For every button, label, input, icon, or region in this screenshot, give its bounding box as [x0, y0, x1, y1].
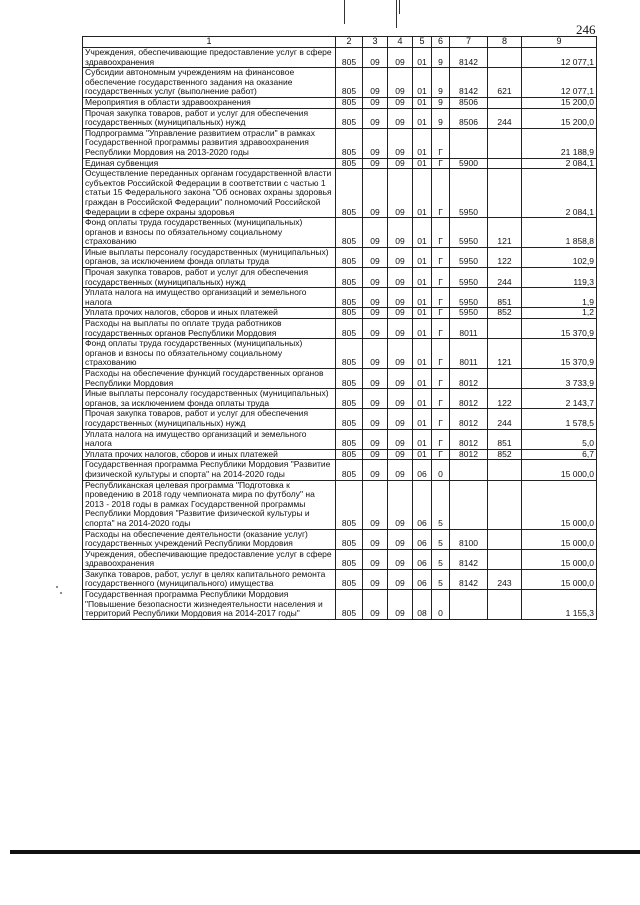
row-code-cell: 09 — [388, 369, 413, 389]
row-amount-cell: 6,7 — [522, 449, 597, 460]
row-name-cell: Прочая закупка товаров, работ и услуг для обеспечения государственных (муниципальных) нужд — [83, 108, 336, 128]
row-code-cell: 01 — [413, 409, 432, 429]
row-code-cell: 8012 — [450, 449, 488, 460]
row-code-cell: 805 — [336, 268, 363, 288]
column-header: 5 — [413, 37, 432, 48]
row-code-cell: 09 — [363, 68, 388, 98]
table-row — [83, 449, 597, 460]
row-code-cell: 01 — [413, 158, 432, 169]
row-name-cell: Уплата налога на имущество организаций и земельного налога — [83, 429, 336, 449]
row-amount-cell: 1 155,3 — [522, 590, 597, 620]
row-code-cell: 8012 — [450, 429, 488, 449]
row-code-cell: 09 — [388, 68, 413, 98]
row-code-cell: 5950 — [450, 247, 488, 267]
row-code-cell: 5 — [432, 569, 450, 589]
row-amount-cell: 1 858,8 — [522, 218, 597, 248]
row-code-cell: 01 — [413, 288, 432, 308]
table-row — [83, 389, 597, 409]
row-code-cell: 09 — [363, 158, 388, 169]
row-code-cell: 805 — [336, 549, 363, 569]
row-code-cell: 09 — [388, 169, 413, 218]
table-row — [83, 158, 597, 169]
row-code-cell — [450, 460, 488, 480]
row-code-cell: 09 — [388, 308, 413, 319]
row-code-cell: 8142 — [450, 68, 488, 98]
row-code-cell: 805 — [336, 339, 363, 369]
row-code-cell: 805 — [336, 429, 363, 449]
row-code-cell: 09 — [388, 218, 413, 248]
row-code-cell: 805 — [336, 389, 363, 409]
row-code-cell: 01 — [413, 97, 432, 108]
row-code-cell: 01 — [413, 449, 432, 460]
row-code-cell: 805 — [336, 529, 363, 549]
row-code-cell: 09 — [363, 339, 388, 369]
row-code-cell: Г — [432, 369, 450, 389]
binding-mark — [399, 0, 400, 14]
row-code-cell — [488, 48, 522, 68]
row-code-cell: 09 — [363, 128, 388, 158]
row-code-cell: 805 — [336, 247, 363, 267]
row-code-cell: 8012 — [450, 389, 488, 409]
row-code-cell: 5 — [432, 529, 450, 549]
row-code-cell: 805 — [336, 288, 363, 308]
row-name-cell: Учреждения, обеспечивающие предоставление услуг в сфере здравоохранения — [83, 549, 336, 569]
row-code-cell: 09 — [388, 480, 413, 529]
page-bottom-rule — [10, 850, 640, 854]
row-code-cell: 09 — [363, 369, 388, 389]
row-amount-cell: 3 733,9 — [522, 369, 597, 389]
row-name-cell: Фонд оплаты труда государственных (муниципальных) органов и взносы по обязательному социальному страхованию — [83, 218, 336, 248]
row-code-cell — [488, 549, 522, 569]
row-code-cell: 805 — [336, 128, 363, 158]
row-amount-cell: 15 200,0 — [522, 108, 597, 128]
row-code-cell: 09 — [363, 218, 388, 248]
row-code-cell: 09 — [363, 389, 388, 409]
row-code-cell: 5950 — [450, 308, 488, 319]
row-code-cell: 01 — [413, 218, 432, 248]
row-amount-cell: 1,2 — [522, 308, 597, 319]
row-code-cell: 01 — [413, 128, 432, 158]
row-code-cell: 9 — [432, 97, 450, 108]
row-name-cell: Субсидии автономным учреждениям на финансовое обеспечение государственного задания на оказание государственных услуг (выполнение работ) — [83, 68, 336, 98]
row-code-cell: 805 — [336, 308, 363, 319]
row-code-cell: 06 — [413, 460, 432, 480]
row-amount-cell: 119,3 — [522, 268, 597, 288]
row-code-cell: Г — [432, 158, 450, 169]
row-code-cell: 121 — [488, 339, 522, 369]
column-header: 9 — [522, 37, 597, 48]
row-code-cell: 09 — [363, 460, 388, 480]
row-amount-cell: 102,9 — [522, 247, 597, 267]
row-code-cell: 01 — [413, 108, 432, 128]
row-code-cell: 08 — [413, 590, 432, 620]
table-row — [83, 218, 597, 248]
row-code-cell: 852 — [488, 449, 522, 460]
row-code-cell: 09 — [363, 429, 388, 449]
row-code-cell: 805 — [336, 158, 363, 169]
row-code-cell: 09 — [363, 590, 388, 620]
row-code-cell: 5950 — [450, 218, 488, 248]
table-header-row — [83, 37, 597, 48]
row-code-cell: 09 — [388, 460, 413, 480]
row-code-cell: 09 — [363, 480, 388, 529]
row-code-cell: 8012 — [450, 369, 488, 389]
row-code-cell: 09 — [363, 288, 388, 308]
row-amount-cell: 15 200,0 — [522, 97, 597, 108]
row-code-cell — [488, 369, 522, 389]
row-code-cell — [488, 460, 522, 480]
row-code-cell — [450, 480, 488, 529]
row-code-cell: 805 — [336, 68, 363, 98]
row-code-cell: 01 — [413, 369, 432, 389]
row-code-cell: 09 — [363, 97, 388, 108]
row-code-cell — [488, 480, 522, 529]
row-code-cell: 8012 — [450, 409, 488, 429]
row-code-cell — [488, 128, 522, 158]
row-code-cell: 5950 — [450, 268, 488, 288]
row-code-cell: 09 — [388, 449, 413, 460]
row-code-cell: 06 — [413, 549, 432, 569]
row-code-cell: Г — [432, 429, 450, 449]
row-amount-cell: 15 000,0 — [522, 529, 597, 549]
row-code-cell: 8011 — [450, 319, 488, 339]
row-code-cell: 243 — [488, 569, 522, 589]
row-code-cell: 09 — [388, 339, 413, 369]
row-code-cell: 09 — [363, 319, 388, 339]
row-code-cell: 9 — [432, 68, 450, 98]
row-code-cell: 09 — [363, 169, 388, 218]
row-amount-cell: 12 077,1 — [522, 48, 597, 68]
row-name-cell: Мероприятия в области здравоохранения — [83, 97, 336, 108]
row-amount-cell: 1 578,5 — [522, 409, 597, 429]
row-code-cell: 09 — [388, 319, 413, 339]
row-name-cell: Фонд оплаты труда государственных (муниципальных) органов и взносы по обязательному социальному страхованию — [83, 339, 336, 369]
row-name-cell: Государственная программа Республики Мордовия "Повышение безопасности жизнедеятельности населения и территорий Республики Мордовия на 2014-2017 годы" — [83, 590, 336, 620]
row-amount-cell: 1,9 — [522, 288, 597, 308]
row-code-cell: 09 — [388, 549, 413, 569]
table-row — [83, 409, 597, 429]
row-code-cell: 09 — [363, 529, 388, 549]
row-code-cell: 805 — [336, 569, 363, 589]
row-amount-cell: 21 188,9 — [522, 128, 597, 158]
row-name-cell: Закупка товаров, работ, услуг в целях капитального ремонта государственного (муниципального) имущества — [83, 569, 336, 589]
row-name-cell: Уплата прочих налогов, сборов и иных платежей — [83, 449, 336, 460]
row-code-cell: 8506 — [450, 97, 488, 108]
row-code-cell: 805 — [336, 590, 363, 620]
row-code-cell: 805 — [336, 218, 363, 248]
row-code-cell: 9 — [432, 108, 450, 128]
row-name-cell: Прочая закупка товаров, работ и услуг для обеспечения государственных (муниципальных) нужд — [83, 409, 336, 429]
row-code-cell: 01 — [413, 268, 432, 288]
row-amount-cell: 2 143,7 — [522, 389, 597, 409]
row-amount-cell: 5,0 — [522, 429, 597, 449]
table-row — [83, 288, 597, 308]
row-code-cell: 09 — [363, 449, 388, 460]
row-code-cell: 805 — [336, 460, 363, 480]
row-code-cell: 5900 — [450, 158, 488, 169]
row-code-cell: 805 — [336, 319, 363, 339]
row-code-cell: 06 — [413, 529, 432, 549]
row-code-cell: 5950 — [450, 169, 488, 218]
row-code-cell: 01 — [413, 389, 432, 409]
row-code-cell: 09 — [388, 48, 413, 68]
row-code-cell: 09 — [363, 549, 388, 569]
table-row — [83, 480, 597, 529]
table-row — [83, 247, 597, 267]
row-code-cell: 09 — [388, 97, 413, 108]
row-code-cell: 851 — [488, 429, 522, 449]
column-header: 2 — [336, 37, 363, 48]
row-code-cell: 01 — [413, 429, 432, 449]
row-code-cell: Г — [432, 409, 450, 429]
row-code-cell: 851 — [488, 288, 522, 308]
row-code-cell — [488, 529, 522, 549]
row-name-cell: Иные выплаты персоналу государственных (муниципальных) органов, за исключением фонда оплаты труда — [83, 247, 336, 267]
table-row — [83, 169, 597, 218]
row-code-cell: 805 — [336, 108, 363, 128]
row-code-cell: 9 — [432, 48, 450, 68]
table-row — [83, 429, 597, 449]
row-code-cell: 244 — [488, 108, 522, 128]
row-code-cell: 06 — [413, 569, 432, 589]
row-code-cell: 09 — [363, 308, 388, 319]
row-code-cell: 0 — [432, 590, 450, 620]
row-code-cell: 09 — [388, 389, 413, 409]
row-name-cell: Прочая закупка товаров, работ и услуг для обеспечения государственных (муниципальных) нужд — [83, 268, 336, 288]
row-code-cell — [488, 590, 522, 620]
row-code-cell: 805 — [336, 169, 363, 218]
row-code-cell: Г — [432, 288, 450, 308]
row-name-cell: Осуществление переданных органам государственной власти субъектов Российской Федерации в соответствии с частью 1 статьи 15 Федерального закона "Об основах охраны здоровья граждан в Российской Федерации" полномочий Российской Федерации в сфере охраны здоровья — [83, 169, 336, 218]
row-code-cell: 122 — [488, 247, 522, 267]
row-code-cell: Г — [432, 449, 450, 460]
row-code-cell: 01 — [413, 68, 432, 98]
table-row — [83, 569, 597, 589]
row-code-cell: 01 — [413, 308, 432, 319]
table-row — [83, 529, 597, 549]
table-row — [83, 339, 597, 369]
row-code-cell: 5 — [432, 549, 450, 569]
table-row — [83, 460, 597, 480]
row-code-cell: 09 — [388, 128, 413, 158]
table-row — [83, 268, 597, 288]
row-code-cell: 09 — [388, 288, 413, 308]
row-code-cell: 8142 — [450, 48, 488, 68]
table-row — [83, 97, 597, 108]
row-amount-cell: 15 000,0 — [522, 460, 597, 480]
row-code-cell: 8506 — [450, 108, 488, 128]
row-code-cell: 09 — [388, 409, 413, 429]
row-code-cell: 0 — [432, 460, 450, 480]
table-row — [83, 128, 597, 158]
table-row — [83, 549, 597, 569]
row-name-cell: Единая субвенция — [83, 158, 336, 169]
row-code-cell: 244 — [488, 268, 522, 288]
row-code-cell: 805 — [336, 97, 363, 108]
row-name-cell: Уплата налога на имущество организаций и земельного налога — [83, 288, 336, 308]
table-row — [83, 319, 597, 339]
table-row — [83, 68, 597, 98]
row-code-cell: 09 — [363, 569, 388, 589]
row-code-cell: 5950 — [450, 288, 488, 308]
row-amount-cell: 15 000,0 — [522, 480, 597, 529]
row-code-cell: Г — [432, 218, 450, 248]
row-code-cell: Г — [432, 319, 450, 339]
row-code-cell: 121 — [488, 218, 522, 248]
row-code-cell — [488, 97, 522, 108]
row-code-cell: 8100 — [450, 529, 488, 549]
row-code-cell: Г — [432, 128, 450, 158]
row-code-cell: 09 — [363, 247, 388, 267]
row-code-cell: 805 — [336, 449, 363, 460]
row-name-cell: Государственная программа Республики Мордовия "Развитие физической культуры и спорта" на 2014-2020 годы — [83, 460, 336, 480]
row-code-cell: 09 — [363, 409, 388, 429]
row-code-cell: 01 — [413, 247, 432, 267]
column-header: 8 — [488, 37, 522, 48]
table-row — [83, 369, 597, 389]
row-name-cell: Уплата прочих налогов, сборов и иных платежей — [83, 308, 336, 319]
row-code-cell: Г — [432, 247, 450, 267]
column-header: 1 — [83, 37, 336, 48]
row-code-cell: 805 — [336, 480, 363, 529]
table-row — [83, 48, 597, 68]
binding-mark — [344, 0, 345, 24]
row-code-cell — [488, 169, 522, 218]
row-name-cell: Иные выплаты персоналу государственных (муниципальных) органов, за исключением фонда оплаты труда — [83, 389, 336, 409]
row-name-cell: Расходы на обеспечение функций государственных органов Республики Мордовия — [83, 369, 336, 389]
page-number: 246 — [576, 22, 596, 37]
row-code-cell: 8142 — [450, 569, 488, 589]
row-code-cell: 09 — [388, 268, 413, 288]
row-code-cell: 01 — [413, 169, 432, 218]
row-code-cell: 852 — [488, 308, 522, 319]
row-code-cell: Г — [432, 308, 450, 319]
row-amount-cell: 15 370,9 — [522, 319, 597, 339]
row-code-cell: 244 — [488, 409, 522, 429]
row-code-cell: 09 — [363, 48, 388, 68]
row-code-cell: 09 — [388, 108, 413, 128]
row-amount-cell: 15 370,9 — [522, 339, 597, 369]
column-header: 4 — [388, 37, 413, 48]
row-code-cell: 09 — [388, 569, 413, 589]
table-row — [83, 590, 597, 620]
row-name-cell: Республиканская целевая программа "Подготовка к проведению в 2018 году чемпионата мира по футболу" на 2013 - 2018 годы в рамках Государственной программы Республики Мордовия "Развитие физической культуры и спорта" на 2014-2020 годы — [83, 480, 336, 529]
binding-mark — [396, 0, 397, 28]
budget-table — [82, 36, 597, 620]
row-name-cell: Расходы на выплаты по оплате труда работников государственных органов Республики Мордовия — [83, 319, 336, 339]
row-code-cell: Г — [432, 268, 450, 288]
row-code-cell: 09 — [388, 429, 413, 449]
row-code-cell: 805 — [336, 369, 363, 389]
row-amount-cell: 12 077,1 — [522, 68, 597, 98]
row-code-cell — [450, 128, 488, 158]
row-code-cell: 01 — [413, 48, 432, 68]
row-name-cell: Учреждения, обеспечивающие предоставление услуг в сфере здравоохранения — [83, 48, 336, 68]
table-row — [83, 108, 597, 128]
row-code-cell: 122 — [488, 389, 522, 409]
scan-speck — [56, 586, 58, 588]
row-amount-cell: 2 084,1 — [522, 169, 597, 218]
row-code-cell: 8142 — [450, 549, 488, 569]
row-code-cell: 01 — [413, 319, 432, 339]
row-code-cell: 09 — [388, 158, 413, 169]
column-header: 3 — [363, 37, 388, 48]
row-amount-cell: 15 000,0 — [522, 549, 597, 569]
row-code-cell: 805 — [336, 48, 363, 68]
row-code-cell: 09 — [363, 108, 388, 128]
column-header: 7 — [450, 37, 488, 48]
scan-speck — [60, 592, 62, 594]
row-code-cell: Г — [432, 339, 450, 369]
row-code-cell: 621 — [488, 68, 522, 98]
row-amount-cell: 15 000,0 — [522, 569, 597, 589]
row-code-cell — [450, 590, 488, 620]
row-name-cell: Расходы на обеспечение деятельности (оказание услуг) государственных учреждений Республики Мордовия — [83, 529, 336, 549]
row-code-cell: 09 — [388, 590, 413, 620]
row-code-cell: 09 — [388, 247, 413, 267]
row-code-cell: 805 — [336, 409, 363, 429]
row-code-cell: 09 — [363, 268, 388, 288]
row-code-cell: 06 — [413, 480, 432, 529]
row-code-cell — [488, 319, 522, 339]
row-name-cell: Подпрограмма "Управление развитием отрасли" в рамках Государственной программы развития здравоохранения Республики Мордовия на 2013-2020 годы — [83, 128, 336, 158]
row-code-cell: 09 — [388, 529, 413, 549]
column-header: 6 — [432, 37, 450, 48]
table-row — [83, 308, 597, 319]
row-code-cell — [488, 158, 522, 169]
row-code-cell: Г — [432, 169, 450, 218]
row-code-cell: 5 — [432, 480, 450, 529]
row-code-cell: 01 — [413, 339, 432, 369]
row-code-cell: Г — [432, 389, 450, 409]
row-amount-cell: 2 084,1 — [522, 158, 597, 169]
row-code-cell: 8011 — [450, 339, 488, 369]
